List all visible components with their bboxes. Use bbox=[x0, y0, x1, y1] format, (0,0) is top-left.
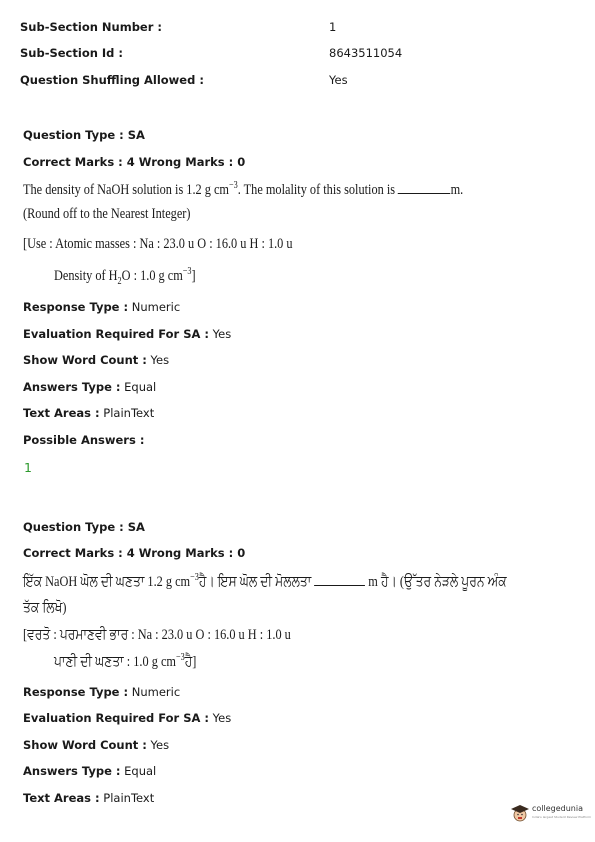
q2-answers-type: Answers Type : Equal bbox=[23, 764, 157, 778]
question-shuffling-label: Question Shuffling Allowed : bbox=[20, 73, 204, 87]
q1-possible-answers-label: Possible Answers : bbox=[23, 433, 145, 447]
question-shuffling-value: Yes bbox=[329, 73, 348, 87]
collegedunia-logo[interactable] bbox=[510, 800, 590, 828]
q2-stem-line-1: ਇੱਕ NaOH ਘੋਲ ਦੀ ਘਣਤਾ 1.2 g $cm^{-3}ਹੈ।$ ਇਸ ਘੋਲ ਦੀ ਮੋਲਲਤਾ m ਹੈ। (ਉੱਤਰ ਨੇੜਲੇ ਪੂਰਨ ਅੰਕ bbox=[23, 572, 507, 590]
q1-stem-line-2: (Round off to the Nearest Integer) bbox=[23, 206, 191, 222]
q1-answer-blank bbox=[398, 193, 450, 194]
q1-answers-type: Answers Type : Equal bbox=[23, 380, 157, 394]
logo-name: collegedunia bbox=[532, 804, 584, 813]
q2-stem-line-2: ਤੱਕ ਲਿਖੋ) bbox=[23, 600, 67, 616]
q1-possible-answer: 1 bbox=[24, 460, 32, 475]
q2-show-word-count: Show Word Count : Yes bbox=[23, 738, 170, 752]
q1-text-areas: Text Areas : PlainText bbox=[23, 406, 155, 420]
q2-answer-blank bbox=[314, 585, 365, 586]
q2-stem-line-4: ਪਾਣੀ ਦੀ ਘਣਤਾ : 1.0 g $cm^{-3}ਹੈ$] bbox=[54, 652, 197, 670]
q2-question-type: Question Type : SA bbox=[23, 520, 145, 534]
q2-response-type: Response Type : Numeric bbox=[23, 685, 181, 699]
sub-section-id-value: 8643511054 bbox=[329, 46, 403, 60]
q1-show-word-count: Show Word Count : Yes bbox=[23, 353, 170, 367]
q2-evaluation-required: Evaluation Required For SA : Yes bbox=[23, 711, 232, 725]
q1-evaluation-required: Evaluation Required For SA : Yes bbox=[23, 327, 232, 341]
graduate-mascot-icon bbox=[510, 803, 530, 823]
logo-tagline: India's largest Student Review Platform bbox=[532, 815, 592, 819]
q2-text-areas: Text Areas : PlainText bbox=[23, 791, 155, 805]
sub-section-number-value: 1 bbox=[329, 20, 337, 34]
sub-section-id-label: Sub-Section Id : bbox=[20, 46, 124, 60]
q2-marks: Correct Marks : 4 Wrong Marks : 0 bbox=[23, 546, 246, 560]
q1-marks: Correct Marks : 4 Wrong Marks : 0 bbox=[23, 155, 246, 169]
q1-stem-line-4: Density of $H_2O$ : 1.0 g $cm^{-3}$] bbox=[54, 266, 196, 287]
q1-stem-line-3: [Use : Atomic masses : Na : 23.0 u O : 16.0 u H : 1.0 u bbox=[23, 236, 293, 252]
q2-stem-line-3: [ਵਰਤੋ : ਪਰਮਾਣਵੀ ਭਾਰ : Na : 23.0 u O : 16.0 u H : 1.0 u bbox=[23, 627, 291, 643]
q1-stem-line-1: The density of NaOH solution is 1.2 g $cm^{-3}$. The molality of this solution is m. bbox=[23, 180, 464, 198]
q1-question-type: Question Type : SA bbox=[23, 128, 145, 142]
sub-section-number-label: Sub-Section Number : bbox=[20, 20, 163, 34]
q1-response-type: Response Type : Numeric bbox=[23, 300, 181, 314]
